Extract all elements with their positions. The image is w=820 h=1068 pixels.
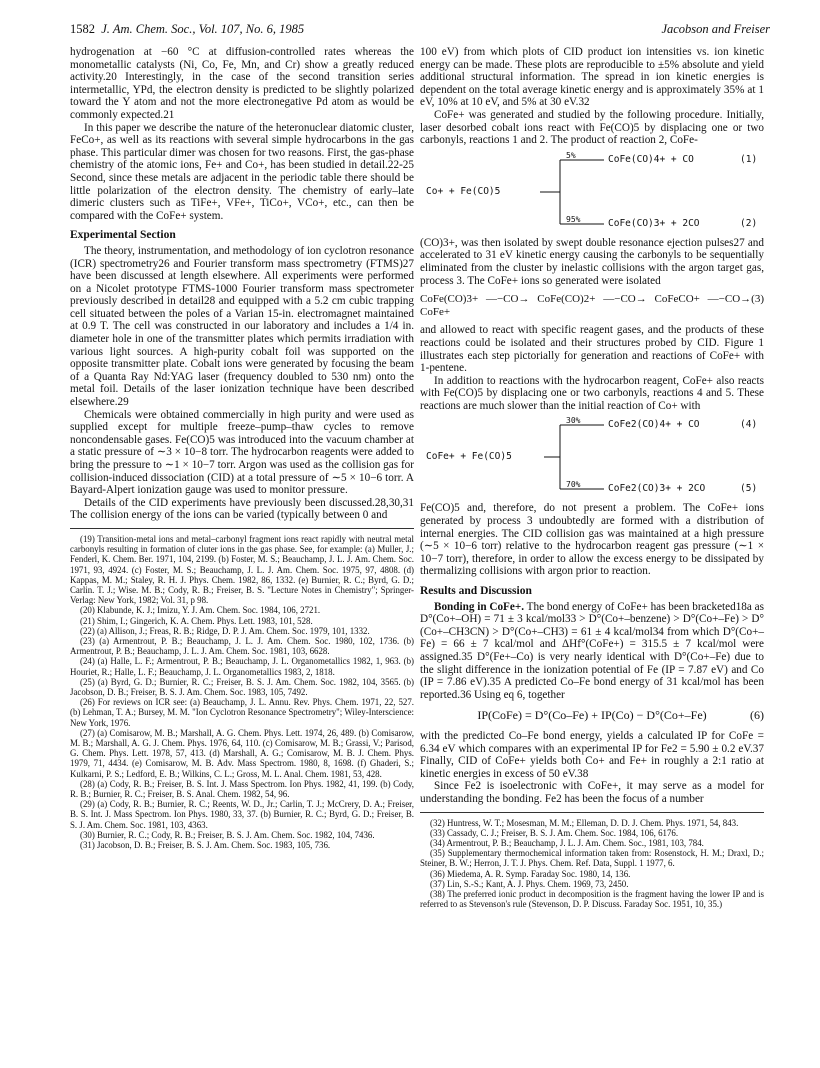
footnote: (37) Lin, S.-S.; Kant, A. J. Phys. Chem. 1969, 73, 2450. bbox=[430, 878, 629, 889]
paragraph: In addition to reactions with the hydrocarbon reagent, CoFe+ also reacts with Fe(CO)5 by displacing one or two carbonyls, reactions 4 and 5. These reactions are much slower than the initial reaction of Co+ with bbox=[420, 374, 764, 412]
page-header-authors: Jacobson and Freiser bbox=[661, 22, 770, 36]
footnote: (26) For reviews on ICR see: (a) Beauchamp, J. L. Annu. Rev. Phys. Chem. 1971, 22, 527. (b) Lehman, T. A.; Bursey, M. M. "Ion Cyclotron Resonance Spectrometry"; Wiley-Interscience: New York, 1976. bbox=[70, 697, 414, 728]
footnote: (36) Miedema, A. R. Symp. Faraday Soc. 1980, 14, 136. bbox=[430, 868, 631, 879]
reaction-scheme-2 bbox=[420, 415, 764, 499]
paragraph: Fe(CO)5 and, therefore, do not present a problem. The CoFe+ ions generated by process 3 undoubtedly are formed with a distribution of internal energies. The CID collision gas was maintained at a high pressure (∼5 × 10−6 torr) relative to the hydrocarbon reagent gas pressure (∼1 × 10−7 torr), therefore, in order to allow the excess energy to be dissipated by thermalizing collisions with argon prior to reaction. bbox=[420, 502, 764, 578]
equation-6 bbox=[420, 709, 764, 722]
branching-percent: 95% bbox=[566, 214, 581, 224]
equation-number: (4) bbox=[740, 419, 758, 431]
branching-percent: 30% bbox=[566, 416, 581, 426]
running-head bbox=[70, 22, 770, 40]
product: CoFe2(CO)4+ + CO bbox=[608, 419, 700, 431]
equation-number: (5) bbox=[740, 483, 758, 495]
equation-number: (3) bbox=[751, 293, 764, 306]
footnote: (24) (a) Halle, L. F.; Armentrout, P. B.; Beauchamp, J. L. Organometallics 1982, 1, 963. (b) Houriet, R.; Halle, L. F.; Beauchamp, J. L. Organometallics 1983, 2, 1818. bbox=[70, 656, 414, 677]
footnote: (22) (a) Allison, J.; Freas, R. B.; Ridge, D. P. J. Am. Chem. Soc. 1979, 101, 1332. bbox=[80, 625, 370, 636]
right-column bbox=[420, 46, 764, 909]
paragraph: with the predicted Co–Fe bond energy, yields a calculated IP for CoFe = 6.34 eV which compares with an experimental IP for Fe2 = 5.90 ± 0.2 eV.37 Finally, CID of CoFe+ yields both Co+ and Fe+ in roughly a 2:1 ratio at kinetic energies in excess of 50 eV.38 bbox=[420, 729, 764, 780]
footnote: (35) Supplementary thermochemical information taken from: Rosenstock, H. M.; Draxl, D.; Steiner, B. W.; Herron, J. T. J. Phys. Chem. Ref. Data, Suppl. 1 1977, 6. bbox=[420, 848, 764, 869]
footnotes-right bbox=[420, 818, 764, 910]
footnote: (19) Transition-metal ions and metal–carbonyl fragment ions react rapidly with neutral metal carbonyls resulting in formation of cluter ions in the gas phase. See, for example: (a) Muller, J.; Fenderl, K. Chem. Ber. 1971, 104, 2199. (b) Foster, M. S.; Beauchamp, J. L. J. Am. Chem. Soc. 1971, 93, 4924. (c) Foster, M. S.; Beauchamp, J. L. J. Am. Chem. Soc. 1975, 97, 4808. (d) Kappas, M. M.; Staley, R. H. J. Phys. Chem. 1982, 86, 1332. (e) Burnier, R. C.; Byrd, G. D.; Carlin. T. J.; Wise. M. B.; Cody, R. B.; Freiser, B. S. "Lecture Notes in Chemistry"; Springer-Verlag: New York, 1982; Vol. 31, p 98. bbox=[70, 533, 414, 606]
equation-number: (2) bbox=[740, 217, 758, 229]
product: CoFe(CO)4+ + CO bbox=[608, 153, 694, 165]
footnote: (38) The preferred ionic product in decomposition is the fragment having the lower IP and is referred to as Stevenson's rule (Stevenson, D. P. Discuss. Faraday Soc. 1951, 10, 35.) bbox=[420, 888, 764, 910]
equation-number: (6) bbox=[750, 708, 764, 723]
footnote: (29) (a) Cody, R. B.; Burnier, R. C.; Reents, W. D., Jr.; Carlin, T. J.; McCrery, D. A.; Freiser, B. S. Int. J. Mass Spectrom. Ion Phys. 1980, 33, 37. (b) Burnier, R. C.; Byrd, G. D.; Freiser, B. S. J. Am. Chem. Soc. 1981, 103, 4363. bbox=[70, 799, 414, 830]
footnote: (33) Cassady, C. J.; Freiser, B. S. J. Am. Chem. Soc. 1984, 106, 6176. bbox=[430, 827, 679, 838]
paragraph: Details of the CID experiments have previously been discussed.28,30,31 The collision energy of the ions can be varied (typically between 0 and bbox=[70, 496, 414, 522]
left-column bbox=[70, 46, 414, 850]
reactant: Co+ + Fe(CO)5 bbox=[426, 185, 501, 197]
branching-percent: 5% bbox=[566, 150, 576, 160]
section-heading-experimental: Experimental Section bbox=[70, 229, 176, 242]
branching-percent: 70% bbox=[566, 480, 581, 490]
footnote-divider bbox=[70, 528, 414, 529]
equation-number: (1) bbox=[740, 153, 758, 165]
paragraph: Chemicals were obtained commercially in high purity and were used as supplied except for multiple freeze–pump–thaw cycles to remove noncondensable gases. Fe(CO)5 was introduced into the vacuum chamber at a static pressure of ∼3 × 10−8 torr. The hydrocarbon reagents were added to bring the pressure to ∼1 × 10−7 torr. Argon was used as the collision gas for collision-induced dissociation (CID) at a total pressure of ∼5 × 10−6 torr. A Bayard-Alpert ionization gauge was used to monitor pressure. bbox=[70, 408, 414, 497]
footnote: (21) Shim, I.; Gingerich, K. A. Chem. Phys. Lett. 1983, 101, 528. bbox=[80, 615, 313, 626]
product: CoFe2(CO)3+ + 2CO bbox=[608, 483, 706, 495]
paragraph: Since Fe2 is isoelectronic with CoFe+, it may serve as a model for understanding the bonding. Fe2 has been the focus of a number bbox=[420, 780, 764, 805]
paragraph: (CO)3+, was then isolated by swept double resonance ejection pulses27 and accelerated to 31 eV kinetic energy causing the carbonyls to be sequentially eliminated from the cluster by inelastic collisions with the argon target gas, process 3. The CoFe+ ions so generated were isolated bbox=[420, 236, 764, 287]
footnote: (20) Klabunde, K. J.; Imizu, Y. J. Am. Chem. Soc. 1984, 106, 2721. bbox=[80, 605, 321, 616]
paragraph-text: The bond energy of CoFe+ has been bracketed18a as D°(Co+–OH) = 71 ± 3 kcal/mol33 > D°(Co+–benzene) > D°(Co+–Fe) > D°(Co+–CH3CN) > D°(Co+–CH3) = 61 ± 4 kcal/mol34 from which D°(Co+–Fe) = 66 ± 7 kcal/mol and ΔHf°(CoFe+) = 315.5 ± 7 kcal/mol were assigned.35 D°(Fe+–Co) is very nearly identical with D°(Co+–Fe) due to the slight difference in the ionization potential of Fe (IP = 7.87 eV) and Co (IP = 7.86 eV).35 A predicted Co–Fe bond energy of 31 kcal/mol has been reported.36 Using eq 6, together bbox=[420, 600, 764, 701]
footnote: (28) (a) Cody, R. B.; Freiser, B. S. Int. J. Mass Spectrom. Ion Phys. 1982, 41, 199. (b) Cody, R. B.; Burnier, R. C.; Freiser, B. S. Anal. Chem. 1982, 54, 96. bbox=[70, 778, 414, 800]
reactant: CoFe+ + Fe(CO)5 bbox=[426, 451, 512, 463]
paragraph: and allowed to react with specific reagent gases, and the products of these reactions could be isolated and their structures probed by CID. Figure 1 illustrates each step pictorially for generation and reactions of CoFe+ with 1-pentene. bbox=[420, 324, 764, 375]
footnote: (31) Jacobson, D. B.; Freiser, B. S. J. Am. Chem. Soc. 1983, 105, 736. bbox=[80, 840, 331, 851]
journal-citation: J. Am. Chem. Soc., Vol. 107, No. 6, 1985 bbox=[101, 22, 305, 36]
paragraph: 100 eV) from which plots of CID product ion intensities vs. ion kinetic energy can be made. These plots are reproducible to ±5% absolute and yield additional structural information. The spread in ion kinetic energies is dependent on the total average kinetic energy and is approximately 35% at 1 eV, 10% at 10 eV, and 5% at 30 eV.32 bbox=[420, 46, 764, 109]
page-header-left bbox=[70, 22, 304, 37]
section-heading-results: Results and Discussion bbox=[420, 585, 532, 598]
footnote: (23) (a) Armentrout, P. B.; Beauchamp, J. L. J. Am. Chem. Soc. 1980, 102, 1736. (b) Armentrout, P. B.; Beauchamp, J. L. J. Am. Chem. Soc. 1981, 103, 6628. bbox=[70, 636, 414, 657]
subsection-heading: Bonding in CoFe+. bbox=[434, 600, 525, 613]
paragraph: In this paper we describe the nature of the heteronuclear diatomic cluster, FeCo+, as well as its reactions with several simple hydrocarbons in the gas phase. This particular dimer was chosen for two reasons. First, the gas-phase chemistry of the atomic ions, Fe+ and Co+, has been studied in detail.22-25 Second, since these metals are adjacent in the periodic table there should be little polarization of the electron density. The chemistry of early–late dimeric clusters such as TiFe+, VFe+, TiCo+, VCo+, etc., can then be compared with the CoFe+ system. bbox=[70, 121, 414, 222]
equation-3 bbox=[420, 293, 764, 318]
product: CoFe(CO)3+ + 2CO bbox=[608, 217, 700, 229]
footnote-divider bbox=[420, 812, 764, 813]
footnotes-left bbox=[70, 534, 414, 850]
reaction-scheme-1 bbox=[420, 150, 764, 234]
equation: IP(CoFe) = D°(Co–Fe) + IP(Co) − D°(Co+–Fe) bbox=[477, 708, 707, 723]
footnote: (34) Armentrout, P. B.; Beauchamp, J. L. J. Am. Chem. Soc., 1981, 103, 784. bbox=[430, 837, 704, 848]
footnote: (27) (a) Comisarow, M. B.; Marshall, A. G. Chem. Phys. Lett. 1974, 26, 489. (b) Comisarow, M. B.; Marshall, A. G. J. Chem. Phys. 1976, 64, 110. (c) Comisarow, M. B.; Grassi, V.; Parisod, G. Chem. Phys. Lett. 1978, 57, 413. (d) Marshall, A. G.; Comisarow, M. B. J. Chem. Phys. 1979, 71, 4434. (e) Comisarow, M. B. Adv. Mass Spectrom. 1980, 8, 1698. (f) Ghaderi, S.; Kulkarni, P. S.; Ledford, E. B.; Wilkins, C. L.; Gross, M. L. Anal. Chem. 1981, 53, 428. bbox=[70, 727, 414, 779]
paragraph: hydrogenation at −60 °C at diffusion-controlled rates whereas the monometallic catalysts (Ni, Co, Fe, Mn, and Cr) show a greatly reduced activity.20 Interestingly, in the case of the second transition series intermetallic, YPd, the electron density is predicted to be slightly polarized toward the Y atom and not the more electronegative Pd atom as would be commonly expected.21 bbox=[70, 46, 414, 121]
footnote: (25) (a) Byrd, G. D.; Burnier, R. C.; Freiser, B. S. J. Am. Chem. Soc. 1982, 104, 3565. (b) Jacobson, D. B.; Freiser, B. S. J. Am. Chem. Soc. 1983, 105, 7492. bbox=[70, 676, 414, 698]
page-number: 1582 bbox=[70, 22, 95, 36]
equation: CoFe(CO)3+ —−CO→ CoFe(CO)2+ —−CO→ CoFeCO+ —−CO→ CoFe+ bbox=[420, 293, 752, 318]
paragraph: CoFe+ was generated and studied by the following procedure. Initially, laser desorbed cobalt ions react with Fe(CO)5 by displacing one or two carbonyls, reactions 1 and 2. The product of reaction 2, CoFe- bbox=[420, 108, 764, 147]
paragraph: The theory, instrumentation, and methodology of ion cyclotron resonance (ICR) spectrometry26 and Fourier transform mass spectrometry (FTMS)27 have been discussed at length elsewhere. All experiments were performed on a Nicolet prototype FTMS-1000 Fourier transform mass spectrometer previously described in detail28 and equipped with a 5.2 cm cubic trapping cell situated between the poles of a Varian 15-in. electromagnet maintained at 0.9 T. The cell was constructed in our laboratory and includes a 1/4 in. diameter hole in one of the transmitter plates which permits irradiation with various light sources. A high-purity cobalt foil was supported on the opposite transmitter plate. Cobalt ions were generated by focusing the beam of a Quanta Ray Nd:YAG laser (frequency doubled to 530 nm) onto the metal foil. Details of the laser ionization technique have been described elsewhere.29 bbox=[70, 244, 414, 409]
footnote: (30) Burnier, R. C.; Cody, R. B.; Freiser, B. S. J. Am. Chem. Soc. 1982, 104, 7436. bbox=[80, 829, 375, 840]
paragraph bbox=[420, 601, 764, 702]
footnote: (32) Huntress, W. T.; Mosesman, M. M.; Elleman, D. D. J. Chem. Phys. 1971, 54, 843. bbox=[430, 817, 739, 828]
